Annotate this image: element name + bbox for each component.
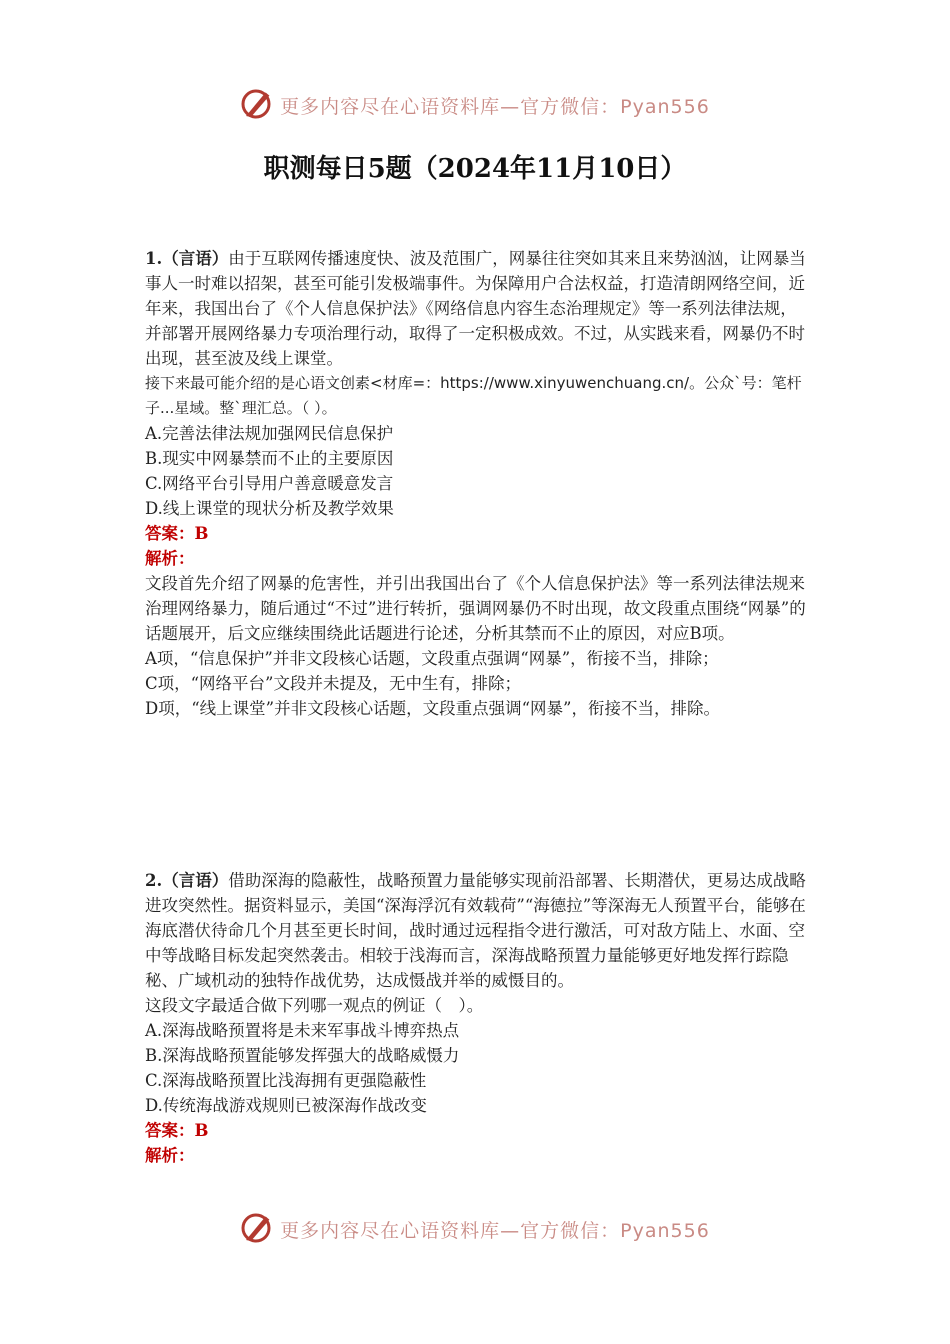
watermark-header (0, 86, 950, 125)
analysis-paragraph: 文段首先介绍了网暴的危害性，并引出我国出台了《个人信息保护法》等一系列法律法规来治理网络暴力，随后通过“不过”进行转折，强调网暴仍不时出现，故文段重点围绕“网暴”的话题展开，后文应继续围绕此话题进行论述，分析其禁而不止的原因，对应B项。 (145, 574, 806, 643)
question-number: 2. (145, 871, 163, 890)
question-1 (145, 246, 810, 721)
option-a: A.深海战略预置将是未来军事战斗博弈热点 (145, 1021, 460, 1040)
question-text: 由于互联网传播速度快、波及范围广，网暴往往突如其来且来势汹汹，让网暴当事人一时难以招架，甚至可能引发极端事件。为保障用户合法权益，打造清朗网络空间，近年来，我国出台了《个人信息保护法》《网络信息内容生态治理规定》等一系列法律法规，并部署开展网络暴力专项治理行动，取得了一定积极成效。不过，从实践来看，网暴仍不时出现，甚至波及线上课堂。 (145, 249, 806, 368)
page-title: 职测每日5题（2024年11月10日） (263, 154, 687, 184)
watermark-text: 更多内容尽在心语资料库—官方微信：Pyan556 (280, 96, 710, 118)
option-b: B.现实中网暴禁而不止的主要原因 (145, 449, 394, 468)
watermark-text: 更多内容尽在心语资料库—官方微信：Pyan556 (280, 1220, 710, 1242)
question-prompt: 这段文字最适合做下列哪一观点的例证（ ）。 (145, 996, 484, 1015)
analysis-paragraph: D项，“线上课堂”并非文段核心话题，文段重点强调“网暴”，衔接不当，排除。 (145, 699, 720, 718)
answer: 答案：B (145, 1121, 209, 1140)
answer: 答案：B (145, 524, 209, 543)
question-text: 借助深海的隐蔽性，战略预置力量能够实现前沿部署、长期潜伏，更易达成战略进攻突然性。据资料显示，美国“深海浮沉有效载荷”“海德拉”等深海无人预置平台，能够在海底潜伏待命几个月甚至更长时间，战时通过远程指令进行激活，可对敌方陆上、水面、空中等战略目标发起突然袭击。相较于浅海而言，深海战略预置力量能够更好地发挥行踪隐秘、广域机动的独特作战优势，达成慑战并举的威慑目的。 (145, 871, 806, 990)
analysis-label: 解析： (145, 1146, 195, 1165)
question-2 (145, 868, 810, 1168)
pen-logo-icon (240, 86, 274, 125)
question-number: 1. (145, 249, 163, 268)
pen-logo-icon (240, 1210, 274, 1249)
question-tag: （言语） (162, 249, 229, 268)
option-c: C.网络平台引导用户善意暖意发言 (145, 474, 394, 493)
option-c: C.深海战略预置比浅海拥有更强隐蔽性 (145, 1071, 427, 1090)
question-tag: （言语） (162, 871, 229, 890)
analysis-paragraph: C项，“网络平台”文段并未提及，无中生有，排除； (145, 674, 521, 693)
question-stem (145, 246, 810, 371)
option-b: B.深海战略预置能够发挥强大的战略威慑力 (145, 1046, 460, 1065)
analysis-paragraph: A项，“信息保护”并非文段核心话题，文段重点强调“网暴”，衔接不当，排除； (145, 649, 719, 668)
option-d: D.传统海战游戏规则已被深海作战改变 (145, 1096, 427, 1115)
question-prompt: 接下来最可能介绍的是心语文创素<材库=：https://www.xinyuwenchuang.cn/。公众`号：笔杆子...星域。整`理汇总。（ ）。 (145, 374, 802, 417)
analysis-label: 解析： (145, 549, 195, 568)
watermark-footer (0, 1210, 950, 1249)
question-stem (145, 868, 810, 993)
option-d: D.线上课堂的现状分析及教学效果 (145, 499, 394, 518)
option-a: A.完善法律法规加强网民信息保护 (145, 424, 394, 443)
